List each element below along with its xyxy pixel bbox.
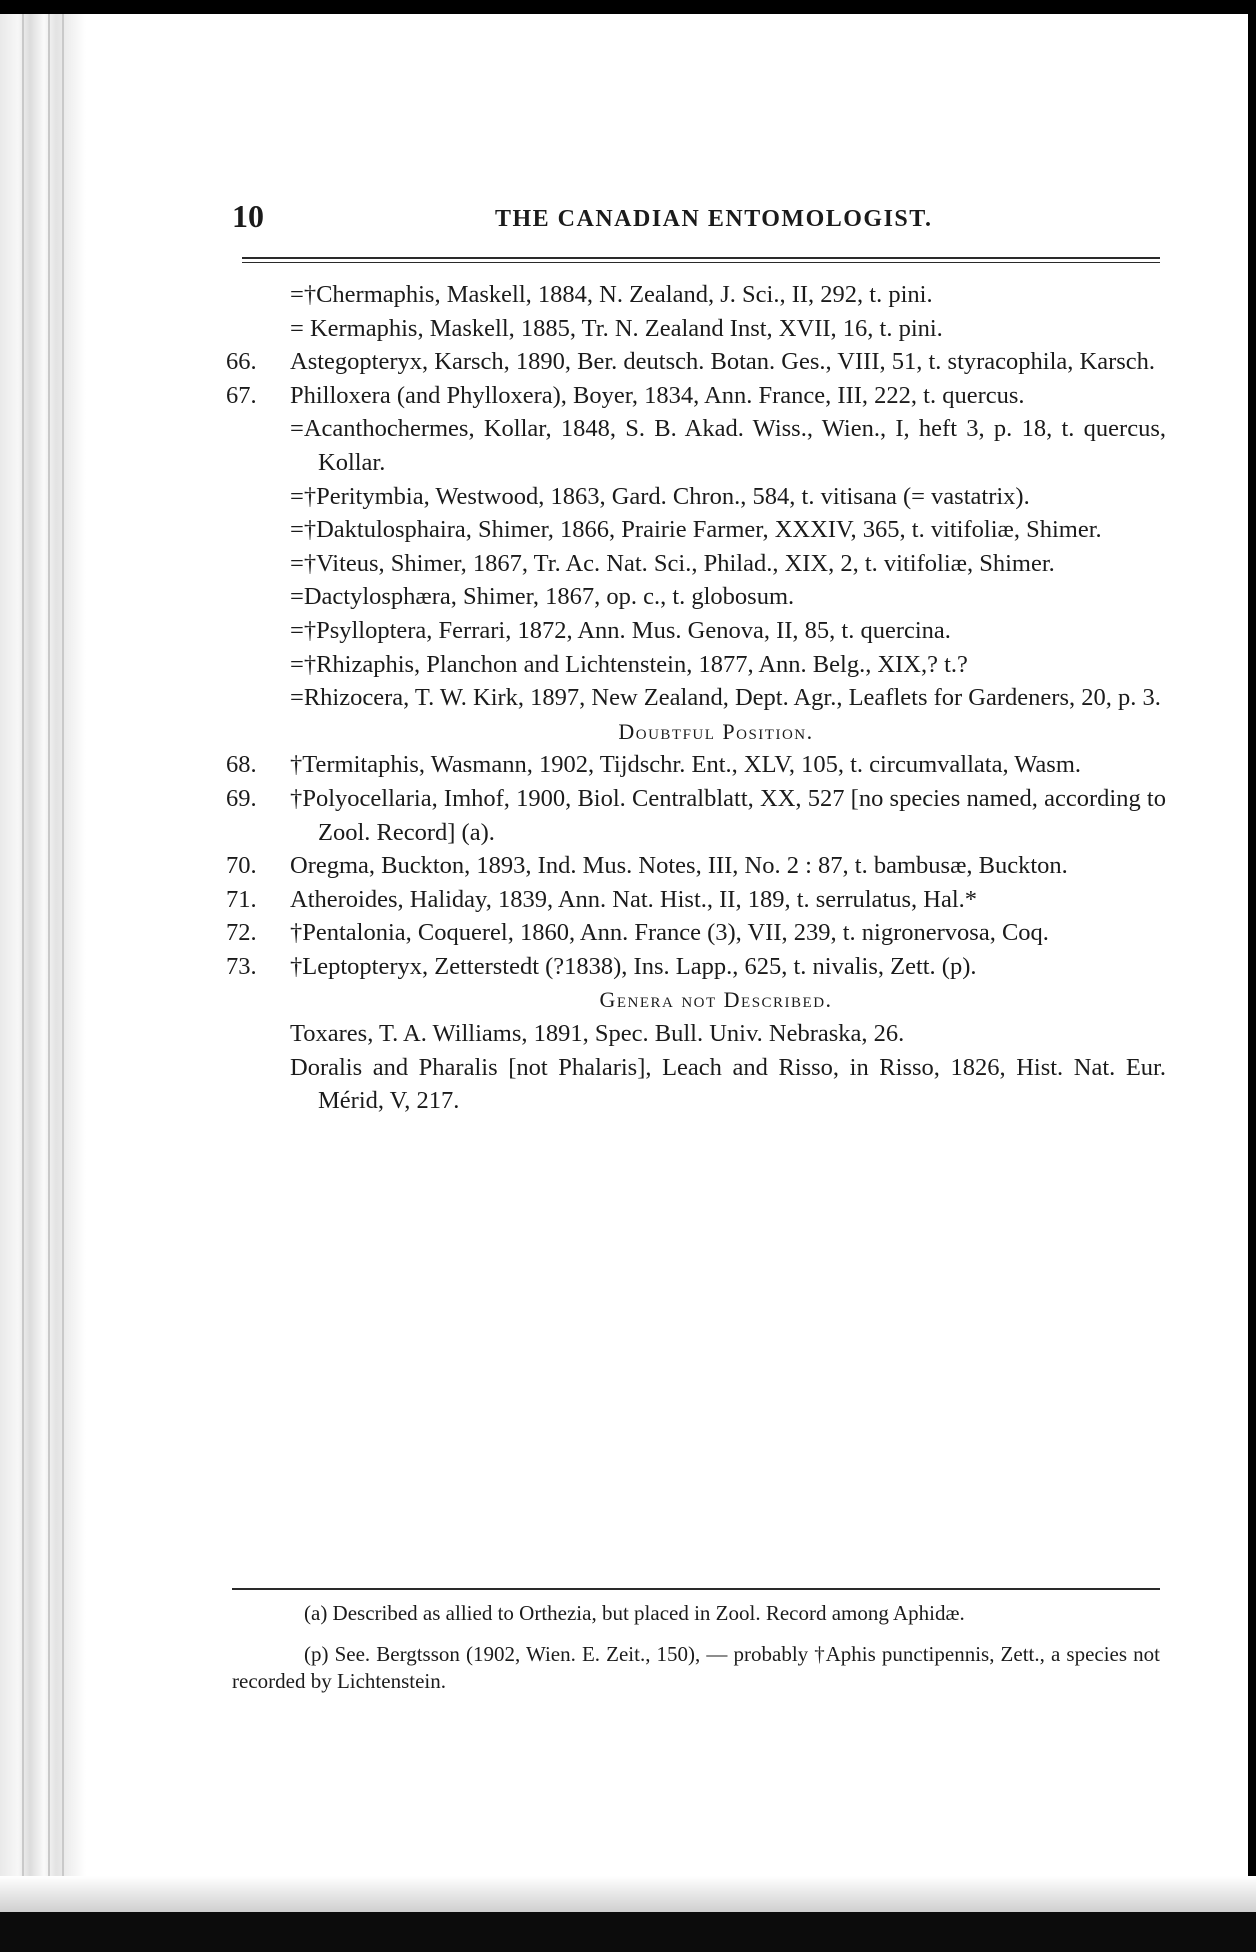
list-item: 72. †Pentalonia, Coquerel, 1860, Ann. France (3), VII, 239, t. nigronervosa, Coq. — [226, 919, 1049, 947]
list-item: =†Daktulosphaira, Shimer, 1866, Prairie Farmer, XXXIV, 365, t. vitifoliæ, Shimer. — [290, 516, 1102, 544]
scan-edge-right — [1248, 0, 1256, 1952]
header-rule — [242, 257, 1160, 259]
list-item: 69. †Polyocellaria, Imhof, 1900, Biol. Centralblatt, XX, 527 [no species named, according to Zool. Record] (a). — [226, 784, 1166, 846]
footnote-p: (p) See. Bergtsson (1902, Wien. E. Zeit., 150), — probably †Aphis punctipennis, Zett., a species not recorded by Lichtenstein. — [232, 1642, 1160, 1693]
list-item: =†Rhizaphis, Planchon and Lichtenstein, 1877, Ann. Belg., XIX,? t.? — [290, 650, 968, 678]
list-item: = Kermaphis, Maskell, 1885, Tr. N. Zealand Inst, XVII, 16, t. pini. — [290, 314, 943, 342]
list-item: 67. Philloxera (and Phylloxera), Boyer, 1834, Ann. France, III, 222, t. quercus. — [226, 381, 1025, 409]
scan-edge-top — [0, 0, 1256, 14]
footnote-a: (a) Described as allied to Orthezia, but placed in Zool. Record among Aphidæ. — [304, 1601, 965, 1625]
list-item: =†Viteus, Shimer, 1867, Tr. Ac. Nat. Sci., Philad., XIX, 2, t. vitifoliæ, Shimer. — [290, 549, 1055, 577]
scan-edge-bottom — [0, 1912, 1256, 1952]
section-heading-doubtful-position: Doubtful Position. — [618, 718, 814, 744]
list-item: 71. Atheroides, Haliday, 1839, Ann. Nat. Hist., II, 189, t. serrulatus, Hal.* — [226, 885, 978, 913]
page-body — [226, 278, 1166, 1118]
scan-gutter-shadow — [0, 0, 86, 1952]
scan-edge-shadow-bottom — [0, 1876, 1256, 1912]
header-rule-thin — [242, 262, 1160, 263]
footnotes — [232, 1600, 1160, 1709]
list-item: =†Peritymbia, Westwood, 1863, Gard. Chron., 584, t. vitisana (= vastatrix). — [290, 482, 1030, 510]
list-item: 66. Astegopteryx, Karsch, 1890, Ber. deutsch. Botan. Ges., VIII, 51, t. styracophila, Karsch. — [226, 348, 1156, 376]
list-item: =†Psylloptera, Ferrari, 1872, Ann. Mus. Genova, II, 85, t. quercina. — [290, 616, 951, 644]
page-number: 10 — [232, 198, 264, 234]
list-item: 70. Oregma, Buckton, 1893, Ind. Mus. Notes, III, No. 2 : 87, t. bambusæ, Buckton. — [226, 852, 1068, 880]
list-item: Doralis and Pharalis [not Phalaris], Leach and Risso, in Risso, 1826, Hist. Nat. Eur. Mérid, V, 217. — [290, 1053, 1166, 1115]
list-item: =†Chermaphis, Maskell, 1884, N. Zealand, J. Sci., II, 292, t. pini. — [290, 281, 933, 308]
list-item: Toxares, T. A. Williams, 1891, Spec. Bull. Univ. Nebraska, 26. — [290, 1020, 905, 1048]
section-heading-genera-not-described: Genera not Described. — [599, 987, 833, 1013]
list-item: 68. †Termitaphis, Wasmann, 1902, Tijdschr. Ent., XLV, 105, t. circumvallata, Wasm. — [226, 751, 1081, 779]
list-item: =Dactylosphæra, Shimer, 1867, op. c., t. globosum. — [290, 583, 795, 611]
footnote-rule — [232, 1588, 1160, 1590]
list-item: =Acanthochermes, Kollar, 1848, S. B. Akad. Wiss., Wien., I, heft 3, p. 18, t. quercus, Kollar. — [290, 415, 1166, 476]
list-item: =Rhizocera, T. W. Kirk, 1897, New Zealand, Dept. Agr., Leaflets for Gardeners, 20, p. 3. — [290, 684, 1161, 712]
running-head: THE CANADIAN ENTOMOLOGIST. — [495, 206, 933, 232]
list-item: 73. †Leptopteryx, Zetterstedt (?1838), Ins. Lapp., 625, t. nivalis, Zett. (p). — [226, 952, 977, 980]
